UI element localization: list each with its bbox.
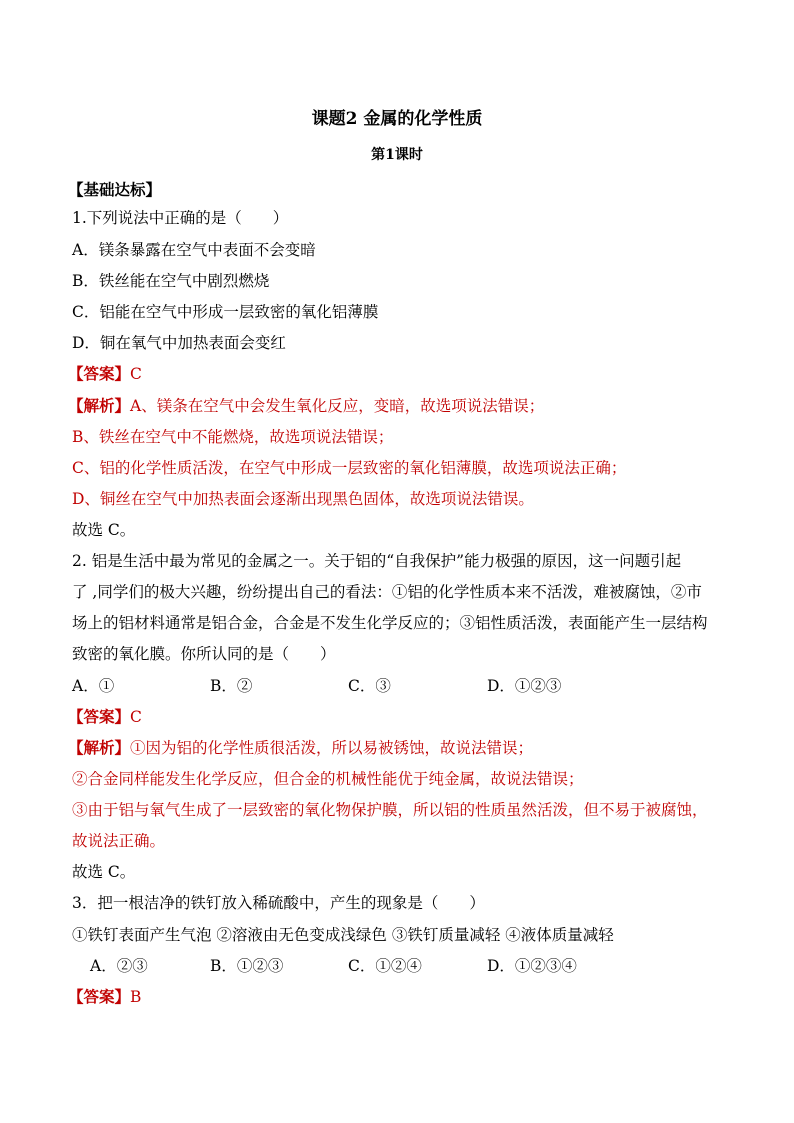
q1-analysis-line-3: C、铝的化学性质活泼，在空气中形成一层致密的氧化铝薄膜，故选项说法正确； [72, 459, 627, 477]
q3-option-a: A．②③ [90, 957, 148, 975]
q2-analysis-line-1: 【解析】①因为铝的化学性质很活泼，所以易被锈蚀，故说法错误； [68, 738, 534, 757]
q2-analysis-line-2: ②合金同样能发生化学反应，但合金的机械性能优于纯金属，故说法错误； [72, 770, 584, 788]
q2-stem-line-1: 2. 铝是生活中最为常见的金属之一。关于铝的“自我保护”能力极强的原因，这一问题引起 [72, 552, 682, 570]
q3-answer [68, 985, 141, 1007]
q2-conclusion: 故选 C。 [72, 863, 136, 881]
q2-stem-line-4: 致密的氧化膜。你所认同的是（ ） [72, 645, 336, 663]
q1-option-c: C．铝能在空气中形成一层致密的氧化铝薄膜 [72, 303, 379, 321]
q3-phenomena: ①铁钉表面产生气泡 ②溶液由无色变成浅绿色 ③铁钉质量减轻 ④液体质量减轻 [72, 926, 614, 944]
q1-conclusion: 故选 C。 [72, 521, 136, 539]
lesson-subtitle: 第1课时 [371, 147, 423, 163]
q2-stem-line-3: 场上的铝材料通常是铝合金，合金是不发生化学反应的；③铝性质活泼，表面能产生一层结构 [72, 614, 708, 632]
page-title: 课题2 金属的化学性质 [311, 109, 483, 129]
q2-answer [68, 705, 142, 727]
q1-option-d: D．铜在氧气中加热表面会变红 [72, 334, 286, 352]
q1-analysis-line-4: D、铜丝在空气中加热表面会逐渐出现黑色固体，故选项说法错误。 [72, 490, 534, 508]
q1-answer-tag: 【答案】 [68, 364, 131, 383]
q1-analysis-tag: 【解析】 [68, 396, 131, 415]
q2-option-d: D．①②③ [487, 677, 562, 695]
q1-answer-value: C [130, 365, 142, 383]
q2-option-a: A．① [72, 677, 115, 695]
q2-answer-value: C [130, 708, 142, 726]
q1-analysis-line-1: 【解析】A、镁条在空气中会发生氧化反应，变暗，故选项说法错误； [68, 396, 545, 415]
q2-stem-line-2: 了 ,同学们的极大兴趣，纷纷提出自己的看法：①铝的化学性质本来不活泼，难被腐蚀，②市 [72, 583, 702, 601]
q2-analysis-tag: 【解析】 [68, 738, 131, 757]
q3-stem: 3．把一根洁净的铁钉放入稀硫酸中，产生的现象是（ ） [72, 894, 485, 912]
section-label: 【基础达标】 [68, 180, 162, 199]
q2-answer-tag: 【答案】 [68, 707, 131, 726]
q3-answer-value: B [130, 988, 142, 1006]
q2-option-c: C．③ [348, 677, 391, 695]
q3-option-d: D．①②③④ [487, 957, 577, 975]
q1-answer [68, 362, 142, 384]
q3-answer-tag: 【答案】 [68, 987, 131, 1006]
q2-option-b: B．② [210, 677, 253, 695]
q1-stem: 1.下列说法中正确的是（ ） [72, 209, 289, 227]
q1-option-a: A．镁条暴露在空气中表面不会变暗 [72, 241, 316, 259]
q3-option-b: B．①②③ [210, 957, 284, 975]
q2-analysis-line-3: ③由于铝与氧气生成了一层致密的氧化物保护膜，所以铝的性质虽然活泼，但不易于被腐蚀， [72, 801, 708, 819]
q3-option-c: C．①②④ [348, 957, 422, 975]
q1-option-b: B．铁丝能在空气中剧烈燃烧 [72, 272, 270, 290]
q2-analysis-line-4: 故说法正确。 [72, 832, 166, 850]
q1-analysis-line-2: B、铁丝在空气中不能燃烧，故选项说法错误； [72, 428, 394, 446]
